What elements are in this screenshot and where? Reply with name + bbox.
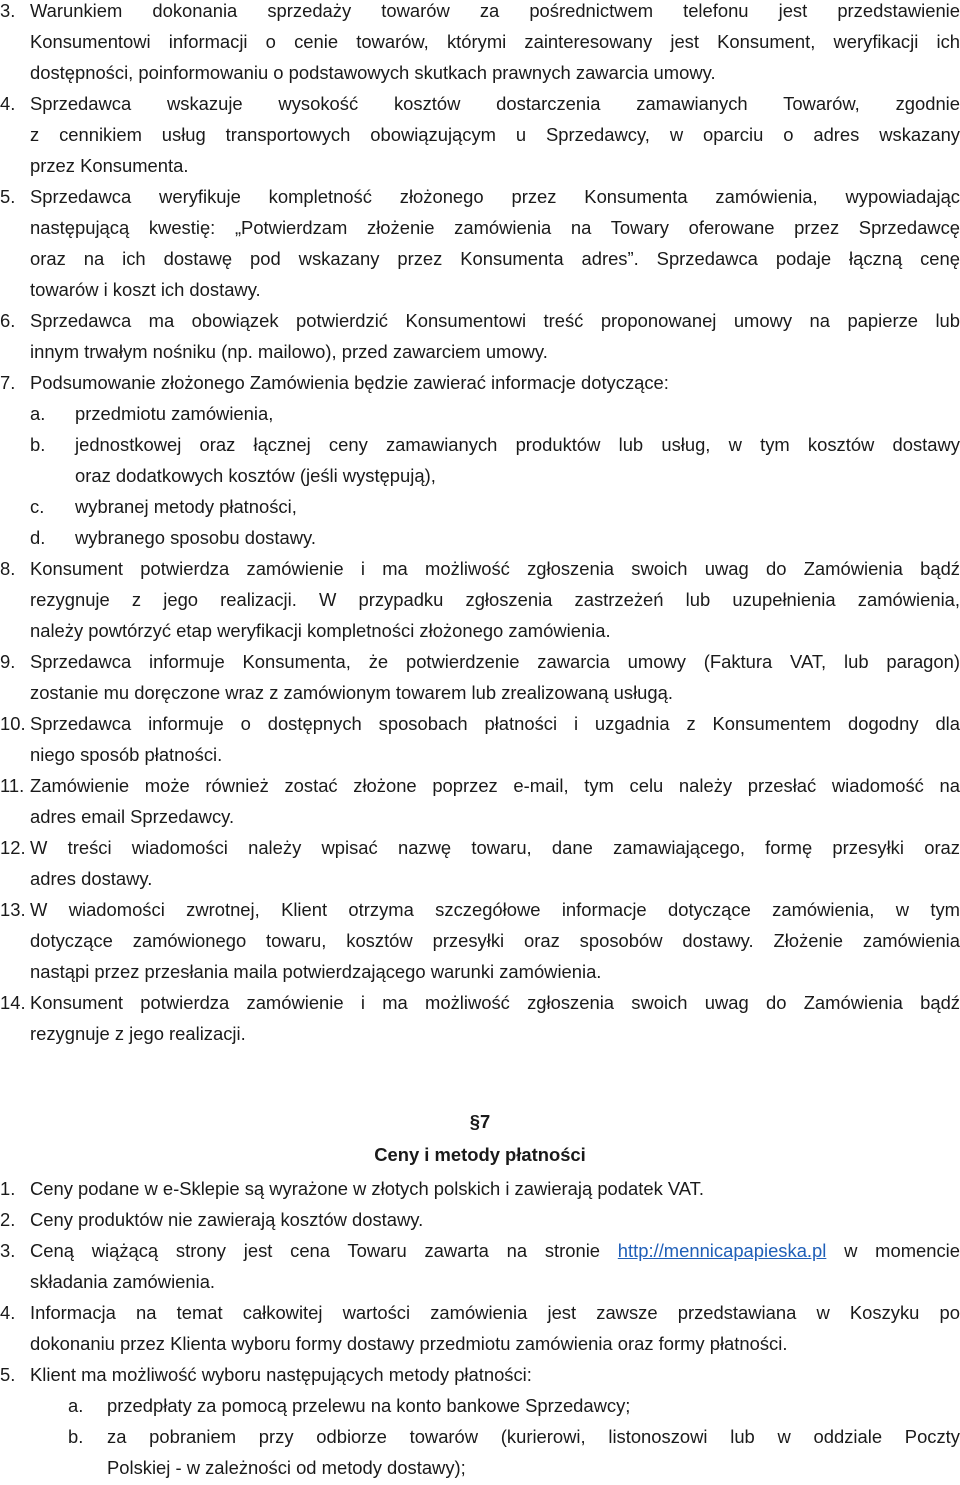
list-number: b. bbox=[30, 434, 46, 455]
text-line: niego sposób płatności. bbox=[30, 744, 223, 765]
text-line: przedpłaty za pomocą przelewu na konto bankowe Sprzedawcy; bbox=[107, 1395, 631, 1416]
list-number: 1. bbox=[0, 1178, 16, 1199]
text-line: wybranej metody płatności, bbox=[75, 496, 297, 517]
list-number: 10. bbox=[0, 713, 26, 734]
text-line: Konsument potwierdza zamówienie i ma możliwość zgłoszenia swoich uwag do Zamówienia bądź bbox=[30, 558, 960, 579]
list-item bbox=[0, 367, 960, 398]
list-item bbox=[0, 88, 960, 181]
text-line: oraz na ich dostawę pod wskazany przez Konsumenta adres”. Sprzedawca podaje łączną cenę bbox=[30, 248, 960, 269]
list-item bbox=[0, 305, 960, 367]
text-line: Warunkiem dokonania sprzedaży towarów za pośrednictwem telefonu jest przedstawienie bbox=[30, 0, 960, 21]
text-line: jednostkowej oraz łącznej ceny zamawianych produktów lub usług, w tym kosztów dostawy bbox=[75, 434, 960, 455]
text-line: Podsumowanie złożonego Zamówienia będzie zawierać informacje dotyczące: bbox=[30, 372, 669, 393]
text-line: rezygnuje z jego realizacji. W przypadku zgłoszenia zastrzeżeń lub uzupełnienia zamówienia, bbox=[30, 589, 960, 610]
text-line: przedmiotu zamówienia, bbox=[75, 403, 274, 424]
text-line: Sprzedawca weryfikuje kompletność złożonego przez Konsumenta zamówienia, wypowiadając bbox=[30, 186, 960, 207]
list-item bbox=[0, 1204, 960, 1235]
text-line: zostanie mu doręczone wraz z zamówionym towarem lub zrealizowaną usługą. bbox=[30, 682, 673, 703]
list-number: 11. bbox=[0, 775, 25, 796]
text-line: Klient ma możliwość wyboru następujących metody płatności: bbox=[30, 1364, 532, 1385]
text-line: Sprzedawca informuje o dostępnych sposobach płatności i uzgadnia z Konsumentem dogodny dla bbox=[30, 713, 960, 734]
text-line: Konsumentowi informacji o cenie towarów, którymi zainteresowany jest Konsument, weryfikacji ich bbox=[30, 31, 960, 52]
list-item bbox=[0, 987, 960, 1049]
list-item bbox=[0, 1173, 960, 1204]
list-number: 4. bbox=[0, 1302, 16, 1323]
text-line: Konsument potwierdza zamówienie i ma możliwość zgłoszenia swoich uwag do Zamówienia bądź bbox=[30, 992, 960, 1013]
text-line: przez Konsumenta. bbox=[30, 155, 189, 176]
list-number: 6. bbox=[0, 310, 16, 331]
list-item bbox=[0, 181, 960, 305]
list-number: a. bbox=[30, 403, 46, 424]
text-line: z cennikiem usług transportowych obowiązującym u Sprzedawcy, w oparciu o adres wskazany bbox=[30, 124, 960, 145]
text-before-link: Ceną wiążącą strony jest cena Towaru zawarta na stronie bbox=[30, 1240, 618, 1261]
text-line: za pobraniem przy odbiorze towarów (kurierowi, listonoszowi lub w oddziale Poczty bbox=[107, 1426, 960, 1447]
sub-list-item bbox=[0, 429, 960, 491]
text-line bbox=[30, 1235, 960, 1266]
text-line: W wiadomości zwrotnej, Klient otrzyma szczegółowe informacje dotyczące zamówienia, w tym bbox=[30, 899, 960, 920]
text-line: wybranego sposobu dostawy. bbox=[75, 527, 316, 548]
list-item bbox=[0, 646, 960, 708]
text-line: Ceny produktów nie zawierają kosztów dostawy. bbox=[30, 1209, 424, 1230]
list-item bbox=[0, 770, 960, 832]
text-line: oraz dodatkowych kosztów (jeśli występują), bbox=[75, 465, 436, 486]
list-number: 13. bbox=[0, 899, 26, 920]
sub-list-item bbox=[0, 1421, 960, 1483]
list-number: 3. bbox=[0, 0, 16, 21]
text-line: Informacja na temat całkowitej wartości zamówienia jest zawsze przedstawiana w Koszyku po bbox=[30, 1302, 960, 1323]
text-line: nastąpi przez przesłania maila potwierdzającego warunki zamówienia. bbox=[30, 961, 602, 982]
list-item bbox=[0, 832, 960, 894]
list-item bbox=[0, 894, 960, 987]
text-line: W treści wiadomości należy wpisać nazwę towaru, dane zamawiającego, formę przesyłki oraz bbox=[30, 837, 960, 858]
text-line: adres dostawy. bbox=[30, 868, 153, 889]
list-item bbox=[0, 1235, 960, 1297]
section-mark: §7 bbox=[469, 1111, 491, 1132]
text-line: Zamówienie może również zostać złożone poprzez e-mail, tym celu należy przesłać wiadomość na bbox=[30, 775, 960, 796]
list-item bbox=[0, 708, 960, 770]
list-number: 2. bbox=[0, 1209, 16, 1230]
list-item bbox=[0, 0, 960, 88]
list-item bbox=[0, 553, 960, 646]
list-item bbox=[0, 1359, 960, 1390]
text-line: dokonaniu przez Klienta wyboru formy dostawy przedmiotu zamówienia oraz formy płatności. bbox=[30, 1333, 788, 1354]
sub-list-item bbox=[0, 491, 960, 522]
text-line: Sprzedawca ma obowiązek potwierdzić Konsumentowi treść proponowanej umowy na papierze lub bbox=[30, 310, 960, 331]
list-number: 9. bbox=[0, 651, 16, 672]
text-line: dostępności, poinformowaniu o podstawowych skutkach prawnych zawarcia umowy. bbox=[30, 62, 716, 83]
text-line: Polskiej - w zależności od metody dostawy); bbox=[107, 1457, 466, 1478]
list-number: 8. bbox=[0, 558, 16, 579]
text-line: dotyczące zamówionego towaru, kosztów przesyłki oraz sposobów dostawy. Złożenie zamówienia bbox=[30, 930, 960, 951]
text-line: towarów i koszt ich dostawy. bbox=[30, 279, 261, 300]
text-line: adres email Sprzedawcy. bbox=[30, 806, 235, 827]
pricing-section-list bbox=[0, 1173, 960, 1483]
text-after-link: w momencie bbox=[826, 1240, 960, 1261]
list-number: 5. bbox=[0, 1364, 16, 1385]
sub-list-item bbox=[0, 398, 960, 429]
text-line: składania zamówienia. bbox=[30, 1271, 216, 1292]
sub-list-item bbox=[0, 1390, 960, 1421]
website-link[interactable]: http://mennicapapieska.pl bbox=[617, 1240, 827, 1261]
text-line: następującą kwestię: „Potwierdzam złożenie zamówienia na Towary oferowane przez Sprzedawcę bbox=[30, 217, 960, 238]
list-number: 7. bbox=[0, 372, 16, 393]
sub-list-item bbox=[0, 522, 960, 553]
list-number: 12. bbox=[0, 837, 26, 858]
list-number: 3. bbox=[0, 1240, 16, 1261]
list-item bbox=[0, 1297, 960, 1359]
text-line: Ceny podane w e-Sklepie są wyrażone w złotych polskich i zawierają podatek VAT. bbox=[30, 1178, 704, 1199]
list-number: c. bbox=[30, 496, 45, 517]
text-line: należy powtórzyć etap weryfikacji kompletności złożonego zamówienia. bbox=[30, 620, 611, 641]
list-number: 4. bbox=[0, 93, 16, 114]
list-number: b. bbox=[68, 1426, 84, 1447]
text-line: rezygnuje z jego realizacji. bbox=[30, 1023, 246, 1044]
list-number: d. bbox=[30, 527, 46, 548]
list-number: 5. bbox=[0, 186, 16, 207]
list-number: 14. bbox=[0, 992, 26, 1013]
section-title: Ceny i metody płatności bbox=[374, 1144, 586, 1165]
list-number: a. bbox=[68, 1395, 84, 1416]
text-line: Sprzedawca informuje Konsumenta, że potwierdzenie zawarcia umowy (Faktura VAT, lub paragon) bbox=[30, 651, 960, 672]
text-line: Sprzedawca wskazuje wysokość kosztów dostarczenia zamawianych Towarów, zgodnie bbox=[30, 93, 960, 114]
text-line: innym trwałym nośniku (np. mailowo), przed zawarciem umowy. bbox=[30, 341, 548, 362]
